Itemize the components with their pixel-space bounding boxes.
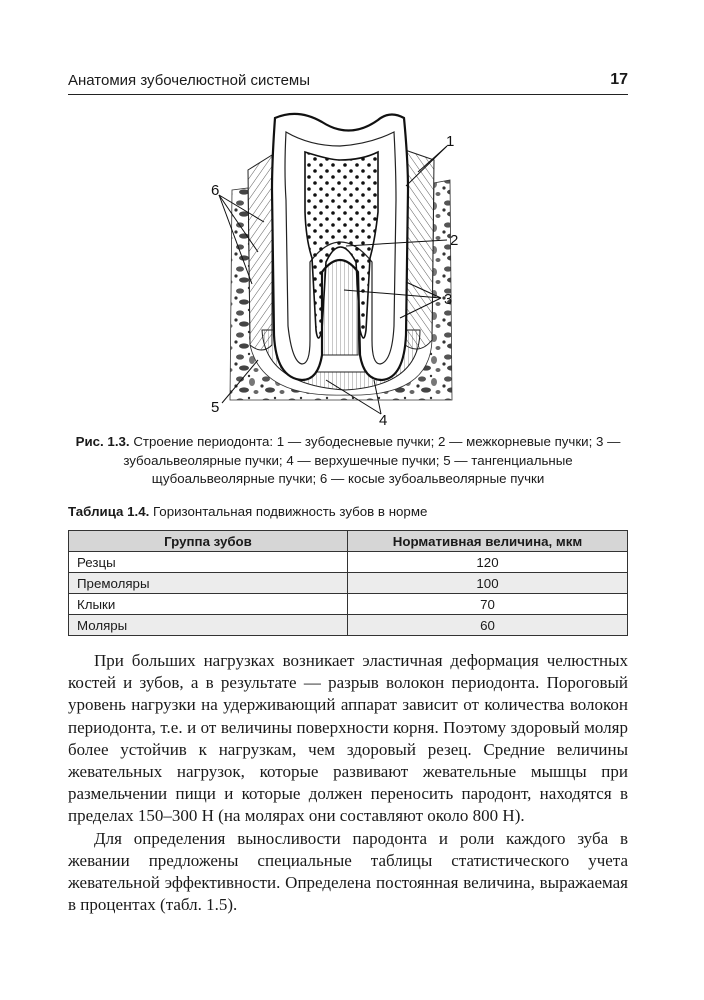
table-cell-group: Резцы <box>69 552 348 573</box>
table-row <box>69 552 628 573</box>
running-header-title: Анатомия зубочелюстной системы <box>68 72 311 89</box>
figure-label-4: 4 <box>379 412 388 426</box>
figure-caption <box>68 433 628 489</box>
figure-label-2: 2 <box>450 232 459 249</box>
table-header-group: Группа зубов <box>69 531 348 552</box>
table-title <box>68 504 427 519</box>
figure-label-3: 3 <box>444 291 453 308</box>
interradicular-fibers <box>322 257 358 355</box>
body-text <box>68 650 628 916</box>
page-number: 17 <box>610 71 628 88</box>
table-cell-value: 100 <box>348 573 628 594</box>
table-cell-group: Премоляры <box>69 573 348 594</box>
periodontal-fibers-left <box>248 155 272 350</box>
paragraph: При больших нагрузках возникает эластичная деформация челюстных костей и зубов, а в результате — разрыв волокон периодонта. Пороговый уровень нагрузки на удерживающий аппарат зависит от количества волокон периодонта, т.е. и от величины поверхности корня. Поэтому здоровый моляр более устойчив к нагрузкам, чем здоровый резец. Средние величины жевательных нагрузок, которые развивают жевательные мышцы при размельчении пищи и которые должен переносить пародонт, находятся в пределах 150–300 Н (на молярах они составляют около 800 Н). <box>68 651 628 826</box>
tooth-periodontium-figure <box>196 108 486 426</box>
table-cell-group: Клыки <box>69 594 348 615</box>
table-row <box>69 573 628 594</box>
figure-label-5: 5 <box>211 399 220 416</box>
table-title-text: Горизонтальная подвижность зубов в норме <box>153 504 428 519</box>
table-cell-value: 120 <box>348 552 628 573</box>
figure-label-6: 6 <box>211 182 220 199</box>
figure-caption-text: Строение периодонта: 1 — зубодесневые пучки; 2 — межкорневые пучки; 3 — зубоальвеолярные пучки; 4 — верхушечные пучки; 5 — тангенциальные щубоальвеолярные пучки; 6 — косые зубоальвеолярные пучки <box>123 434 621 486</box>
table-cell-group: Моляры <box>69 615 348 636</box>
paragraph: Для определения выносливости пародонта и роли каждого зуба в жевании предложены специальные таблицы статистического учета жевательной эффективности. Определена постоянная величина, выражаемая в процентах (табл. 1.5). <box>68 828 628 915</box>
table-row <box>69 594 628 615</box>
table-title-label: Таблица 1.4. <box>68 504 150 519</box>
table-row <box>69 615 628 636</box>
table-cell-value: 60 <box>348 615 628 636</box>
table-cell-value: 70 <box>348 594 628 615</box>
periodontal-fibers-right <box>405 150 434 349</box>
table-header-row <box>69 531 628 552</box>
tooth-mobility-table <box>68 530 628 636</box>
figure-caption-label: Рис. 1.3. <box>75 434 130 449</box>
running-header <box>68 70 628 95</box>
figure-label-1: 1 <box>446 133 455 150</box>
table-header-value: Нормативная величина, мкм <box>348 531 628 552</box>
